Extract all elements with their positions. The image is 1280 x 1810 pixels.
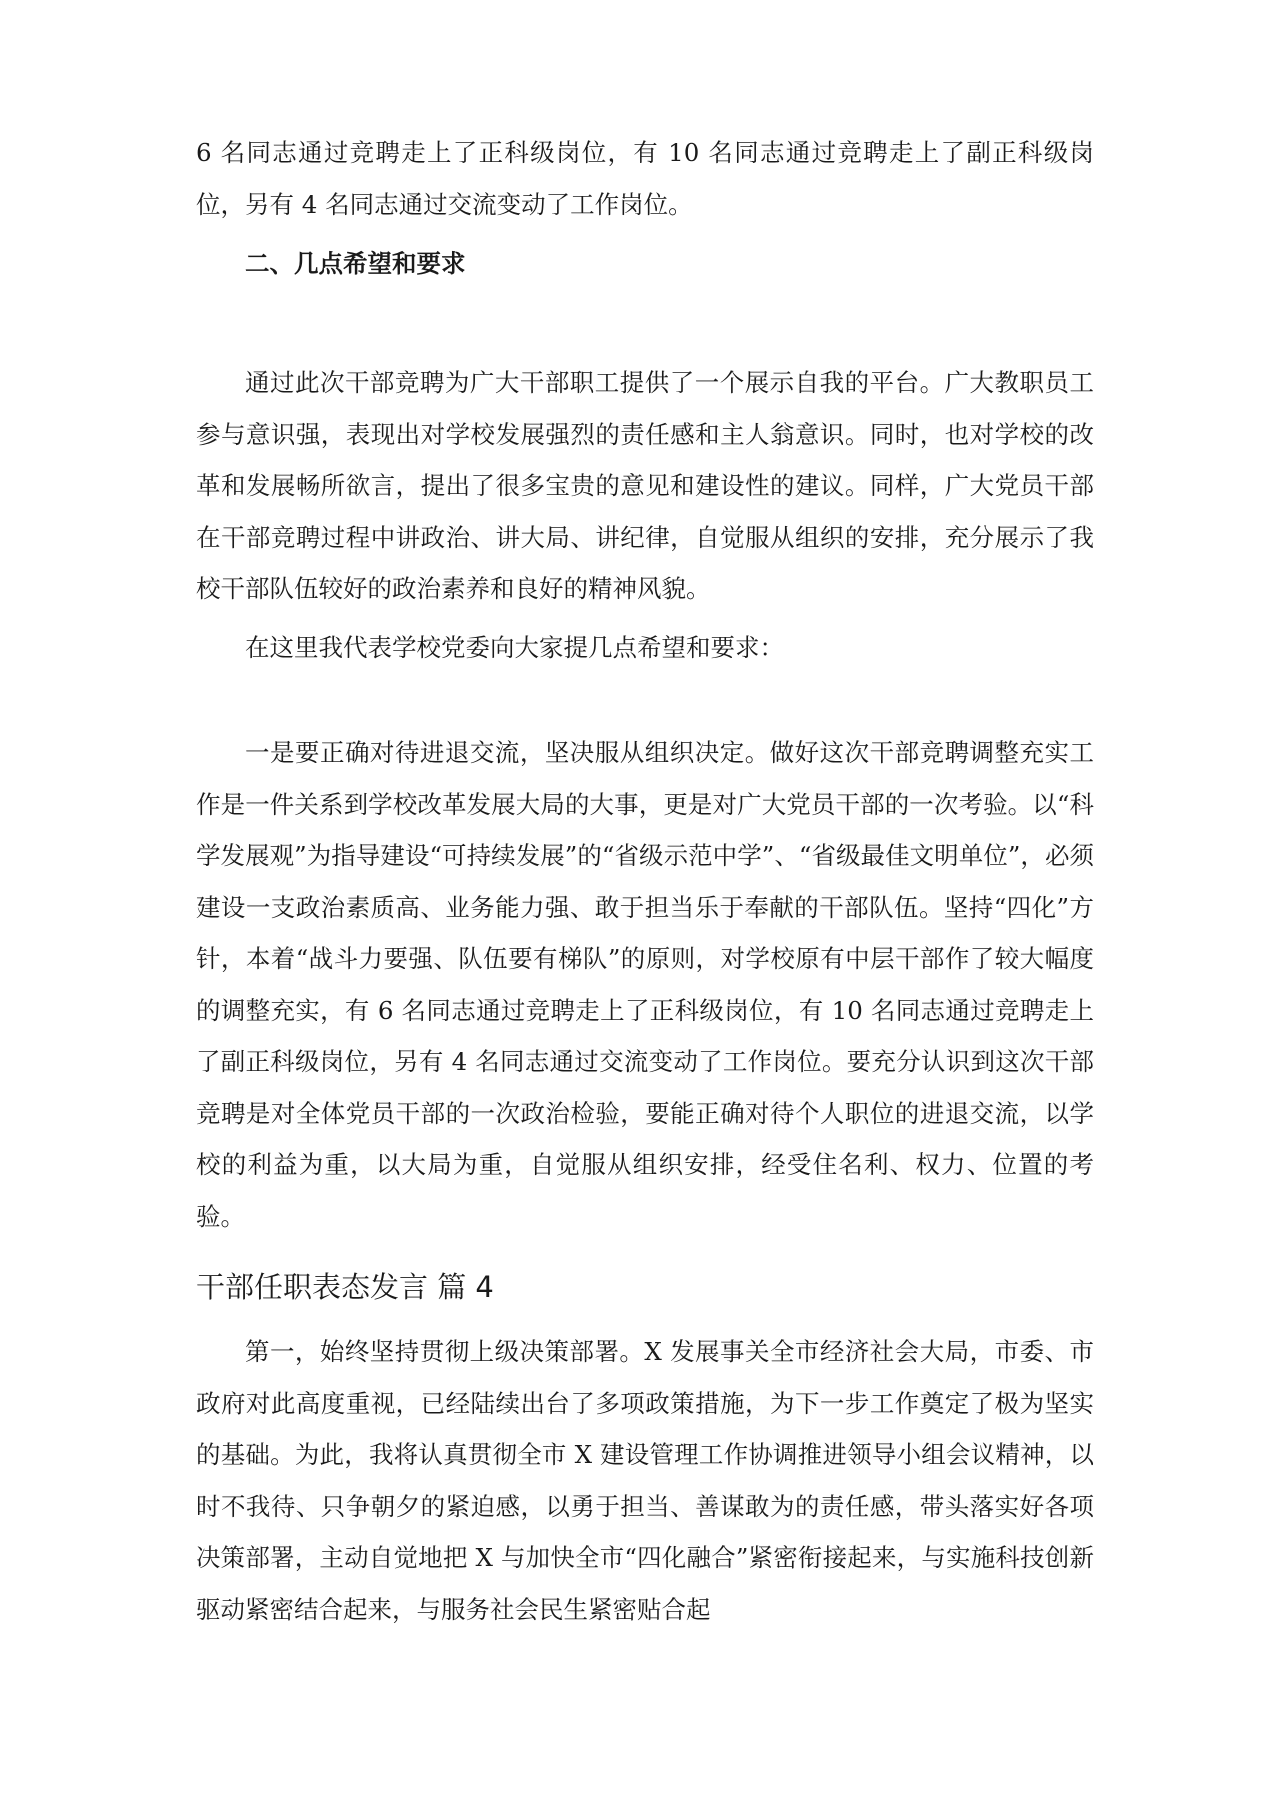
platform-paragraph: 通过此次干部竞聘为广大干部职工提供了一个展示自我的平台。广大教职员工参与意识强，表现出对学校发展强烈的责任感和主人翁意识。同时，也对学校的改革和发展畅所欲言，提出了很多宝贵的意见和建设性的建议。同样，广大党员干部在干部竞聘过程中讲政治、讲大局、讲纪律，自觉服从组织的安排，充分展示了我校干部队伍较好的政治素养和良好的精神风貌。 <box>196 368 1094 603</box>
intro-paragraph: 在这里我代表学校党委向大家提几点希望和要求： <box>245 633 784 662</box>
article4-paragraph: 第一，始终坚持贯彻上级决策部署。X 发展事关全市经济社会大局，市委、市政府对此高度重视，已经陆续出台了多项政策措施，为下一步工作奠定了极为坚实的基础。为此，我将认真贯彻全市 X 建设管理工作协调推进领导小组会议精神，以时不我待、只争朝夕的紧迫感，以勇于担当、善谋敢为的责任感，带头落实好各项决策部署，主动自觉地把 X 与加快全市“四化融合”紧密衔接起来，与实施科技创新驱动紧密结合起来，与服务社会民生紧密贴合起 <box>196 1337 1094 1624</box>
section-heading: 二、几点希望和要求 <box>245 249 466 278</box>
continuation-paragraph: 6 名同志通过竞聘走上了正科级岗位，有 10 名同志通过竞聘走上了副正科级岗位，另有 4 名同志通过交流变动了工作岗位。 <box>196 138 1094 219</box>
article-title: 干部任职表态发言 篇 4 <box>196 1270 494 1304</box>
first-point-paragraph: 一是要正确对待进退交流，坚决服从组织决定。做好这次干部竞聘调整充实工作是一件关系到学校改革发展大局的大事，更是对广大党员干部的一次考验。以“科学发展观”为指导建设“可持续发展”的“省级示范中学”、“省级最佳文明单位”，必须建设一支政治素质高、业务能力强、敢于担当乐于奉献的干部队伍。坚持“四化”方针，本着“战斗力要强、队伍要有梯队”的原则，对学校原有中层干部作了较大幅度的调整充实，有 6 名同志通过竞聘走上了正科级岗位，有 10 名同志通过竞聘走上了副正科级岗位，另有 4 名同志通过交流变动了工作岗位。要充分认识到这次干部竞聘是对全体党员干部的一次政治检验，要能正确对待个人职位的进退交流，以学校的利益为重，以大局为重，自觉服从组织安排，经受住名利、权力、位置的考验。 <box>196 738 1094 1231</box>
